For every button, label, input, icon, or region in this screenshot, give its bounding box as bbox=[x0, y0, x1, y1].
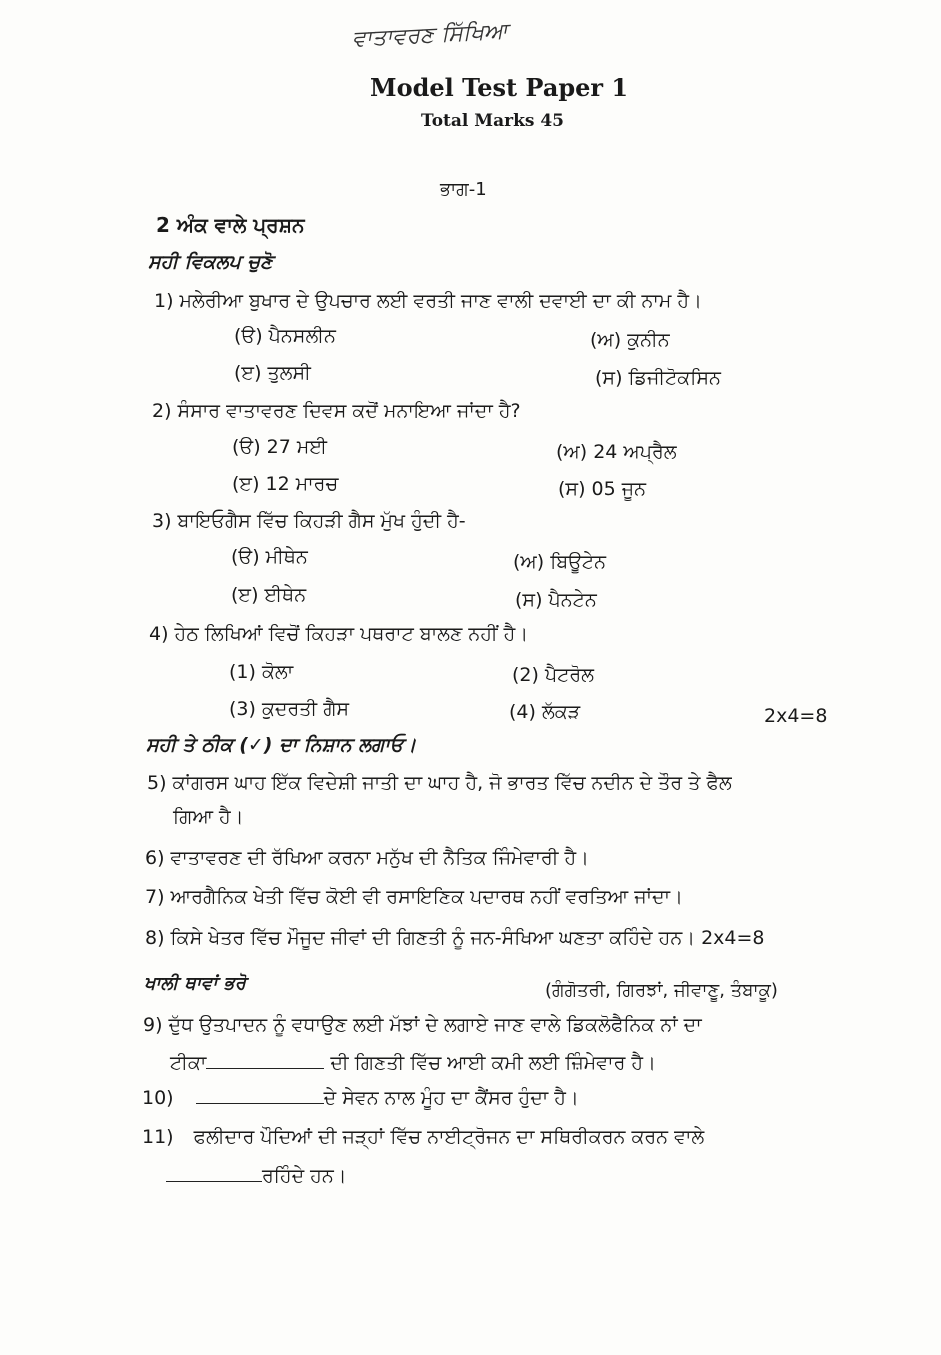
q11-number: 11) bbox=[142, 1126, 174, 1148]
q11-text: ਫਲੀਦਾਰ ਪੌਦਿਆਂ ਦੀ ਜੜ੍ਹਾਂ ਵਿੱਚ ਨਾਈਟ੍ਰੋਜਨ ਦਾ ਸਥਿਰੀਕਰਨ ਕਰਨ ਵਾਲੇ bbox=[193, 1126, 705, 1148]
handwritten-note: ਵਾਤਾਵਰਣ ਸਿੱਖਿਆ bbox=[351, 18, 509, 53]
question-2: 2) ਸੰਸਾਰ ਵਾਤਾਵਰਣ ਦਿਵਸ ਕਦੋਂ ਮਨਾਇਆ ਜਾਂਦਾ ਹੈ? bbox=[152, 400, 521, 422]
question-5: 5) ਕਾਂਗਰਸ ਘਾਹ ਇੱਕ ਵਿਦੇਸ਼ੀ ਜਾਤੀ ਦਾ ਘਾਹ ਹੈ, ਜੋ ਭਾਰਤ ਵਿੱਚ ਨਦੀਨ ਦੇ ਤੌਰ ਤੇ ਫੈਲ bbox=[147, 772, 732, 794]
q2-option-d: (ਸ) 05 ਜੂਨ bbox=[558, 478, 647, 500]
question-7: 7) ਆਰਗੈਨਿਕ ਖੇਤੀ ਵਿੱਚ ਕੋਈ ਵੀ ਰਸਾਇਣਿਕ ਪਦਾਰਥ ਨਹੀਂ ਵਰਤਿਆ ਜਾਂਦਾ। bbox=[145, 886, 683, 908]
q4-option-3: (3) ਕੁਦਰਤੀ ਗੈਸ bbox=[229, 698, 350, 720]
q2-option-b: (ਅ) 24 ਅਪ੍ਰੈਲ bbox=[556, 441, 677, 463]
question-11-cont bbox=[166, 1163, 347, 1188]
q1-option-c: (ੲ) ਤੁਲਸੀ bbox=[234, 362, 311, 384]
q11-blank[interactable] bbox=[166, 1163, 262, 1182]
question-9-cont bbox=[170, 1050, 656, 1075]
question-8 bbox=[145, 926, 765, 950]
question-4: 4) ਹੇਠ ਲਿਖਿਆਂ ਵਿਚੋਂ ਕਿਹੜਾ ਪਥਰਾਟ ਬਾਲਣ ਨਹੀਂ ਹੈ। bbox=[149, 623, 529, 645]
q3-option-a: (ੳ) ਮੀਥੇਨ bbox=[231, 546, 308, 568]
section2-marks: 2x4=8 bbox=[701, 927, 765, 949]
question-6: 6) ਵਾਤਾਵਰਣ ਦੀ ਰੱਖਿਆ ਕਰਨਾ ਮਨੁੱਖ ਦੀ ਨੈਤਿਕ ਜਿੰਮੇਵਾਰੀ ਹੈ। bbox=[145, 847, 589, 869]
question-8-text: 8) ਕਿਸੇ ਖੇਤਰ ਵਿੱਚ ਮੌਜੂਦ ਜੀਵਾਂ ਦੀ ਗਿਣਤੀ ਨੂੰ ਜਨ-ਸੰਖਿਆ ਘਣਤਾ ਕਹਿੰਦੇ ਹਨ। bbox=[145, 927, 696, 949]
question-11 bbox=[142, 1125, 704, 1149]
q3-option-d: (ਸ) ਪੈਨਟੇਨ bbox=[515, 589, 597, 611]
question-9: 9) ਦੁੱਧ ਉਤਪਾਦਨ ਨੂੰ ਵਧਾਉਣ ਲਈ ਮੱਝਾਂ ਦੇ ਲਗਾਏ ਜਾਣ ਵਾਲੇ ਡਿਕਲੋਫੈਨਿਕ ਨਾਂ ਦਾ bbox=[143, 1014, 702, 1036]
q1-option-a: (ੳ) ਪੈਨਸਲੀਨ bbox=[234, 325, 336, 347]
section1-instruction: ਸਹੀ ਵਿਕਲਪ ਚੁਣੋ bbox=[148, 251, 273, 273]
q4-option-1: (1) ਕੋਲਾ bbox=[229, 661, 294, 683]
part-label: ਭਾਗ-1 bbox=[440, 179, 487, 200]
section3-instruction: ਖਾਲੀ ਥਾਵਾਂ ਭਰੋ bbox=[144, 973, 246, 994]
page-title: Model Test Paper 1 bbox=[370, 73, 629, 102]
q9-blank[interactable] bbox=[206, 1050, 324, 1069]
section1-marks: 2x4=8 bbox=[764, 705, 828, 727]
question-5-cont: ਗਿਆ ਹੈ। bbox=[173, 806, 244, 828]
q10-blank[interactable] bbox=[196, 1085, 324, 1104]
q2-option-a: (ੳ) 27 ਮਈ bbox=[232, 436, 328, 458]
section1-heading: 2 ਅੰਕ ਵਾਲੇ ਪ੍ਰਸ਼ਨ bbox=[156, 213, 305, 237]
q4-option-2: (2) ਪੈਟਰੋਲ bbox=[512, 664, 595, 686]
word-bank: (ਗੰਗੋਤਰੀ, ਗਿਰਝਾਂ, ਜੀਵਾਣੂ, ਤੰਬਾਕੂ) bbox=[545, 980, 778, 1001]
question-3: 3) ਬਾਇਓਗੈਸ ਵਿੱਚ ਕਿਹੜੀ ਗੈਸ ਮੁੱਖ ਹੁੰਦੀ ਹੈ- bbox=[152, 510, 466, 532]
question-10 bbox=[142, 1085, 579, 1110]
q4-option-4: (4) ਲੱਕੜ bbox=[509, 701, 581, 723]
total-marks: Total Marks 45 bbox=[421, 111, 564, 131]
q2-option-c: (ੲ) 12 ਮਾਰਚ bbox=[232, 473, 339, 495]
section2-instruction: ਸਹੀ ਤੇ ਠੀਕ (✓) ਦਾ ਨਿਸ਼ਾਨ ਲਗਾਓ। bbox=[146, 734, 417, 756]
q10-suffix: ਦੇ ਸੇਵਨ ਨਾਲ ਮੂੰਹ ਦਾ ਕੈਂਸਰ ਹੁੰਦਾ ਹੈ। bbox=[323, 1087, 579, 1109]
q9-suffix: ਦੀ ਗਿਣਤੀ ਵਿੱਚ ਆਈ ਕਮੀ ਲਈ ਜ਼ਿੰਮੇਵਾਰ ਹੈ। bbox=[330, 1052, 656, 1074]
q3-option-c: (ੲ) ਈਥੇਨ bbox=[231, 584, 307, 606]
q9-prefix: ਟੀਕਾ bbox=[170, 1052, 207, 1074]
q1-option-b: (ਅ) ਕੁਨੀਨ bbox=[590, 329, 670, 351]
question-1: 1) ਮਲੇਰੀਆ ਬੁਖਾਰ ਦੇ ਉਪਚਾਰ ਲਈ ਵਰਤੀ ਜਾਣ ਵਾਲੀ ਦਵਾਈ ਦਾ ਕੀ ਨਾਮ ਹੈ। bbox=[154, 290, 702, 312]
q3-option-b: (ਅ) ਬਿਊਟੇਨ bbox=[513, 551, 606, 573]
q10-number: 10) bbox=[142, 1087, 174, 1109]
q1-option-d: (ਸ) ਡਿਜੀਟੋਕਸਿਨ bbox=[595, 367, 721, 389]
q11-suffix: ਰਹਿੰਦੇ ਹਨ। bbox=[262, 1165, 347, 1187]
